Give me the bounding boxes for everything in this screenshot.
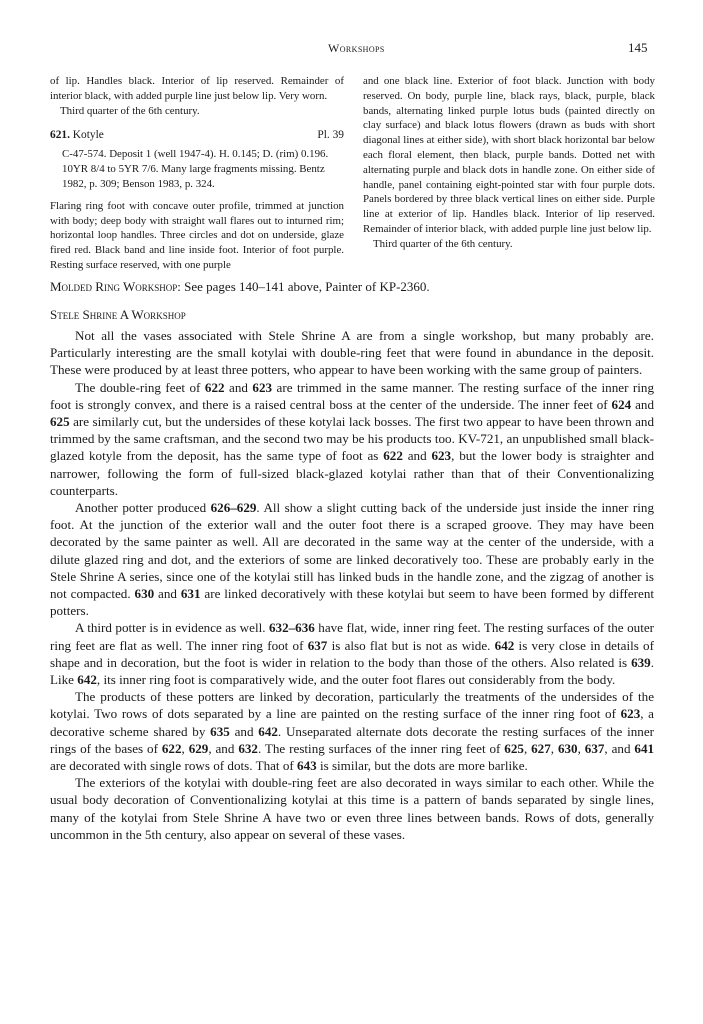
paragraph-text: . Like	[50, 654, 654, 688]
paragraph-text: The products of these potters are linked by decoration, particularly the treatments of the undersides of the kotylai. Two rows of dots separated by a line are painted on the resting surface of the inner ring foot of	[50, 689, 654, 722]
catalogue-reference: 641	[634, 740, 655, 756]
continued-date: Third quarter of the 6th century.	[60, 104, 200, 117]
catalogue-reference: 642	[258, 723, 278, 739]
catalogue-reference: 622	[204, 379, 225, 395]
catalogue-reference: 627	[531, 740, 551, 756]
catalogue-reference: 622	[161, 740, 182, 756]
paragraph-text: ,	[523, 740, 532, 756]
catalogue-reference: 623	[431, 448, 452, 464]
paragraph-text: are linked decoratively with these kotylai but seem to have been formed by different potters.	[50, 586, 655, 619]
paragraph-text: . The resting surfaces of the inner ring feet of	[257, 740, 505, 756]
paragraph-text: , and	[604, 740, 635, 756]
body-paragraph	[50, 619, 654, 688]
paragraph-text: and	[402, 448, 432, 464]
catalogue-reference: 623	[252, 379, 273, 395]
catalogue-reference: 635	[210, 723, 230, 739]
paragraph-text: The exteriors of the kotylai with double-ring feet are also decorated in ways similar to each other. While the usual body decoration of Conventionalizing kotylai at this time is a pattern of bands separated by single lines, many of the kotylai from Stele Shrine A have two or even three lines between bands. Rows of dots, generally uncommon in the 5th century, also appear on several of these vases.	[50, 775, 654, 842]
paragraph-text: Another potter produced	[75, 500, 211, 516]
paragraph-text: and	[154, 586, 181, 602]
body-paragraph	[50, 688, 654, 774]
catalogue-reference: 630	[134, 586, 155, 602]
catalogue-reference: 642	[494, 637, 515, 653]
paragraph-text: . Unseparated alternate dots decorate the resting surfaces of the inner rings of the bases of	[50, 723, 654, 756]
catalogue-reference: 622	[383, 448, 403, 464]
paragraph-text: are trimmed in the same manner. The resting surface of the inner ring foot is strongly convex, and there is a raised central boss at the center of the underside. The inner feet of	[50, 379, 654, 412]
body-paragraph	[50, 774, 654, 843]
paragraph-text: . All show a slight cutting back of the underside just inside the inner ring foot. At the junction of the exterior wall and the outer foot there is a scraped groove. They may have been decorated by the same painter as well. All are decorated in the same way at the center of the underside, with a dilute glazed ring and dot, and the exteriors of some are linked decoratively too. These are probably early in the Stele Shrine A series, since one of the kotylai still has linked buds in the handle zone, and the zigzag of another is not compacted.	[50, 500, 654, 602]
molded-ring-heading	[50, 279, 430, 295]
catalogue-reference: 632–636	[268, 620, 315, 636]
catalogue-reference: 626–629	[210, 500, 257, 516]
body-paragraph	[50, 327, 654, 379]
paragraph-text: Not all the vases associated with Stele Shrine A are from a single workshop, but many probably are. Particularly interesting are the small kotylai with double-ring feet that were found in abundance in the deposit. These were produced by at least three potters, who appear to have been working with the same group of painters.	[50, 328, 654, 378]
paragraph-text: The double-ring feet of	[75, 379, 205, 395]
paragraph-text: and	[229, 723, 259, 739]
paragraph-text: have flat, wide, inner ring feet. The resting surfaces of the outer ring feet are flat as well. The inner ring foot of	[50, 620, 654, 653]
section-heading-text: Stele Shrine A Workshop	[50, 307, 186, 322]
right-column	[363, 74, 655, 252]
catalogue-reference: 637	[307, 637, 328, 653]
continued-description: of lip. Handles black. Interior of lip reserved. Remainder of interior black, with added purple line just below lip. Very worn.	[50, 75, 344, 102]
main-body	[50, 327, 654, 843]
body-paragraph	[50, 379, 654, 499]
paragraph-text: ,	[181, 740, 189, 756]
catalogue-date: Third quarter of the 6th century.	[373, 237, 513, 250]
catalogue-reference: 629	[188, 740, 209, 756]
body-paragraph	[50, 499, 654, 619]
paragraph-text: ,	[550, 740, 558, 756]
paragraph-text: ,	[577, 740, 585, 756]
catalogue-reference: 625	[50, 414, 70, 430]
catalogue-number: 621.	[50, 129, 70, 142]
running-head: Workshops	[328, 41, 385, 55]
catalogue-reference: 631	[180, 586, 201, 602]
paragraph-text: , but the lower body is straighter and narrower, following the form of full-sized black-glazed kotylai rather than that of their Conventionalizing counterparts.	[50, 448, 655, 498]
catalogue-data: C-47-574. Deposit 1 (well 1947-4). H. 0.145; D. (rim) 0.196. 10YR 8/4 to 5YR 7/6. Many large fragments missing. Bentz 1982, p. 309; Benson 1983, p. 324.	[62, 148, 329, 190]
paragraph-text: and	[631, 396, 654, 412]
page-number: 145	[628, 40, 648, 55]
catalogue-reference: 639	[631, 654, 651, 670]
catalogue-reference: 632	[238, 740, 258, 756]
paragraph-text: , its inner ring foot is comparatively wide, and the outer foot flares out considerably from the body.	[96, 672, 616, 688]
catalogue-description: Flaring ring foot with concave outer profile, trimmed at junction with body; deep body with straight wall flares out to inturned rim; horizontal loop handles. Three circles and dot on underside, glaze fired red. Black band and line inside foot. Interior of foot purple. Resting surface reserved, with one purple	[50, 199, 344, 271]
paragraph-text: A third potter is in evidence as well.	[75, 620, 269, 636]
catalogue-reference: 624	[611, 396, 632, 412]
paragraph-text: are similarly cut, but the undersides of these kotylai lack bosses. The first two appear to have been thrown and trimmed by the same craftsman, and the second two may be his products too. KV-721, an unpublished small black-glazed kotyle from the deposit, has the same type of foot as	[50, 414, 654, 464]
plate-reference: Pl. 39	[317, 129, 344, 142]
catalogue-reference: 623	[620, 706, 641, 722]
paragraph-text: , a decorative scheme shared by	[50, 706, 654, 739]
catalogue-reference: 625	[504, 740, 524, 756]
molded-ring-text: See pages 140–141 above, Painter of KP-2360.	[184, 279, 430, 294]
left-column	[50, 74, 344, 273]
paragraph-text: , and	[208, 740, 239, 756]
catalogue-reference: 637	[584, 740, 605, 756]
catalogue-entry-heading	[50, 127, 344, 143]
section-heading	[50, 307, 186, 323]
molded-ring-label: Molded Ring Workshop:	[50, 279, 181, 294]
paragraph-text: is very close in details of shape and in decoration, but the foot is wider in relation to the body than those of the others. Also related is	[50, 637, 654, 670]
catalogue-name: Kotyle	[72, 129, 104, 142]
catalogue-reference: 642	[77, 672, 97, 688]
paragraph-text: are decorated with single rows of dots. That of	[50, 758, 298, 774]
paragraph-text: is similar, but the dots are more barlike.	[316, 758, 528, 774]
paragraph-text: and	[224, 379, 253, 395]
paragraph-text: is also flat but is not as wide.	[327, 637, 495, 653]
catalogue-description-continued: and one black line. Exterior of foot black. Junction with body reserved. On body, purple line, black rays, black, purple, black bands, alternating linked purple lotus buds (painted directly on clay surface) and black lotus flowers (drawn as buds with short diagonal lines at either side), with short black horizontal bar below each floral element, then black, purple bands. Dotted net with alternating purple and black dots in handle zone. On either side of handle, panel containing eight-pointed star with four purple dots. Panels bordered by three black vertical lines on either side. Purple line at exterior of lip. Handles black. Interior of lip reserved. Remainder of interior black, with added purple line just below lip.	[363, 75, 655, 235]
catalogue-reference: 630	[557, 740, 578, 756]
catalogue-reference: 643	[297, 758, 317, 774]
